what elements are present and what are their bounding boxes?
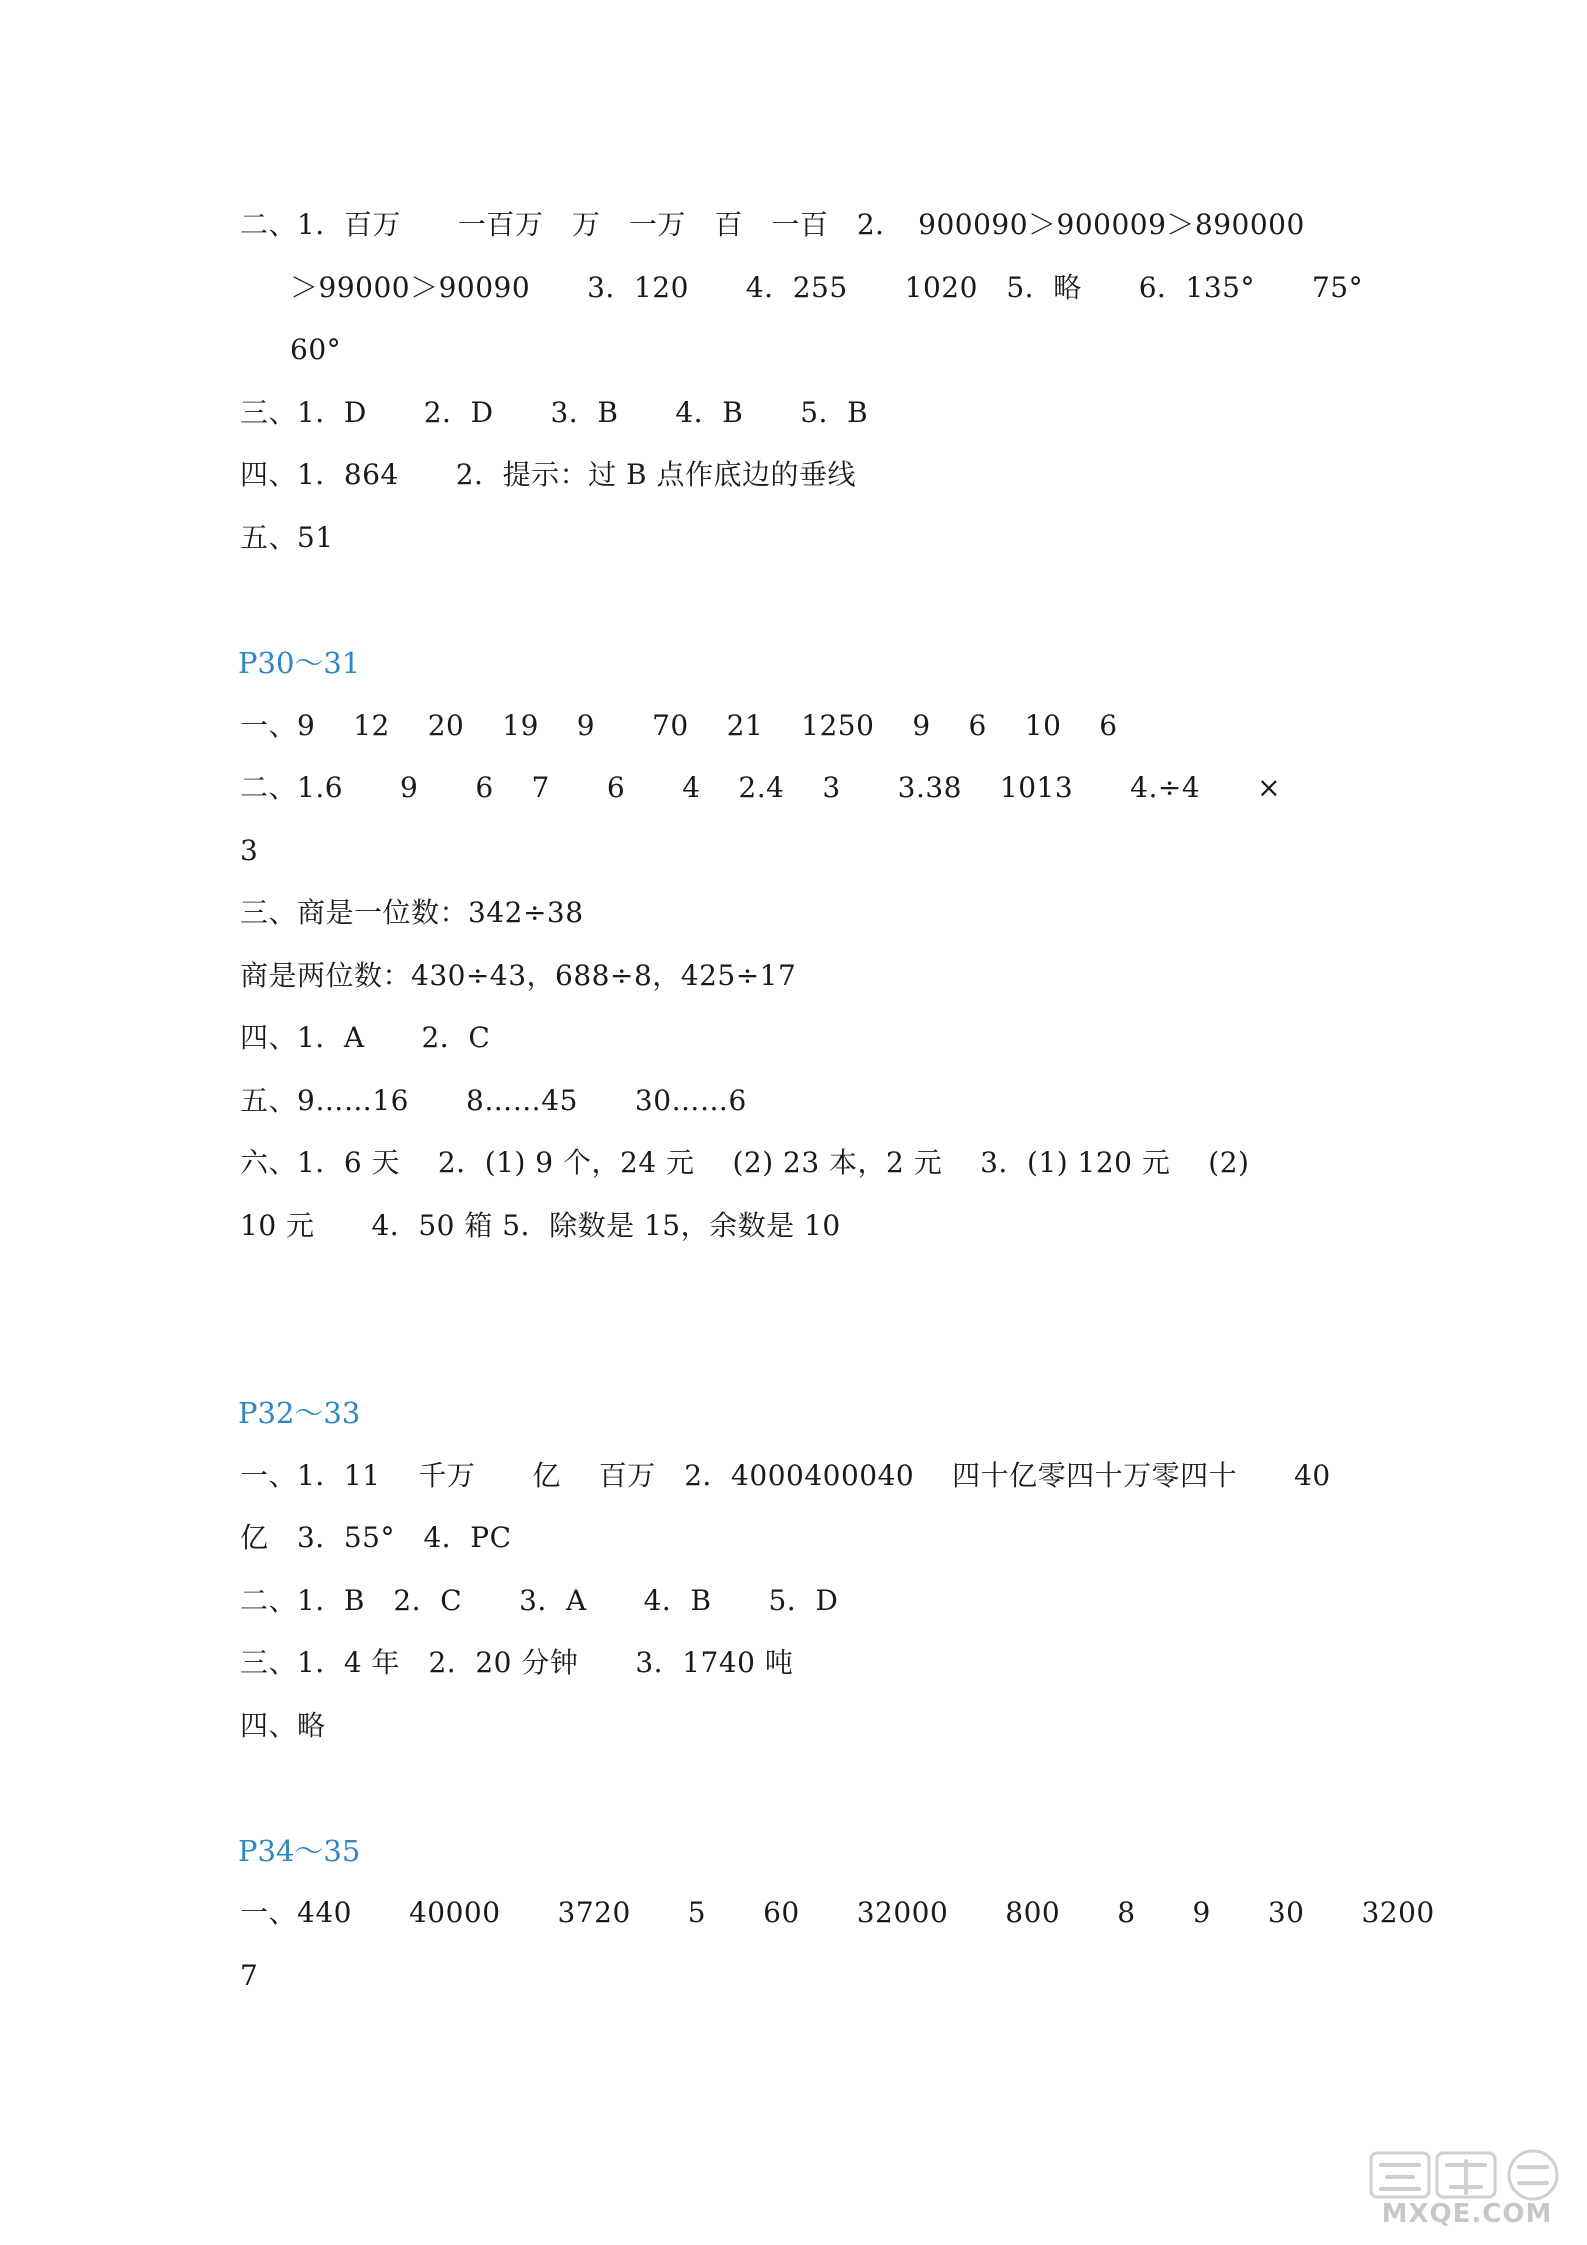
p32-line-2: 二、1．B 2．C 3．A 4．B 5．D [240,1584,839,1617]
answer-line-2-1: 二、1．百万 一百万 万 一万 百 一百 2． 900090＞900009＞890000 [240,208,1305,241]
p30-line-2: 二、1.6 9 6 7 6 4 2.4 3 3.38 1013 4.÷4 × [240,771,1282,804]
p30-line-3: 三、商是一位数：342÷38 [240,896,584,929]
p30-line-5: 五、9……16 8……45 30……6 [240,1084,747,1117]
section-heading-p30-31: P30～31 [238,646,361,680]
p32-line-1b: 亿 3．55° 4．PC [240,1521,512,1554]
p30-line-6b: 10 元 4．50 箱 5．除数是 15，余数是 10 [240,1209,841,1242]
watermark [1367,2147,1567,2233]
p34-line-1b: 7 [240,1959,259,1992]
watermark-url: MXQE.COM [1381,2199,1553,2229]
p32-line-4: 四、略 [240,1709,326,1742]
answer-line-2-2: ＞99000＞90090 3．120 4．255 1020 5．略 6．135° 75° [290,271,1364,304]
p30-line-6: 六、1．6 天 2．(1) 9 个，24 元 (2) 23 本，2 元 3．(1) 120 元 (2) [240,1146,1250,1179]
p30-line-4: 四、1．A 2．C [240,1021,491,1054]
p32-line-3: 三、1．4 年 2．20 分钟 3．1740 吨 [240,1646,794,1679]
p30-line-3b: 商是两位数：430÷43，688÷8，425÷17 [240,959,797,992]
p32-line-1: 一、1．11 千万 亿 百万 2．4000400040 四十亿零四十万零四十 40 [240,1459,1331,1492]
answer-line-2-3: 60° [290,333,342,366]
section-heading-p32-33: P32～33 [238,1396,361,1430]
answer-line-5: 五、51 [240,521,334,554]
section-heading-p34-35: P34～35 [238,1834,361,1868]
p30-line-2b: 3 [240,834,259,867]
p30-line-1: 一、9 12 20 19 9 70 21 1250 9 6 10 6 [240,709,1118,742]
watermark-logo-icon [1367,2147,1567,2202]
answer-line-4: 四、1．864 2．提示：过 B 点作底边的垂线 [240,458,856,491]
p34-line-1: 一、440 40000 3720 5 60 32000 800 8 9 30 3200 [240,1896,1435,1929]
answer-line-3: 三、1．D 2．D 3．B 4．B 5．B [240,396,869,429]
